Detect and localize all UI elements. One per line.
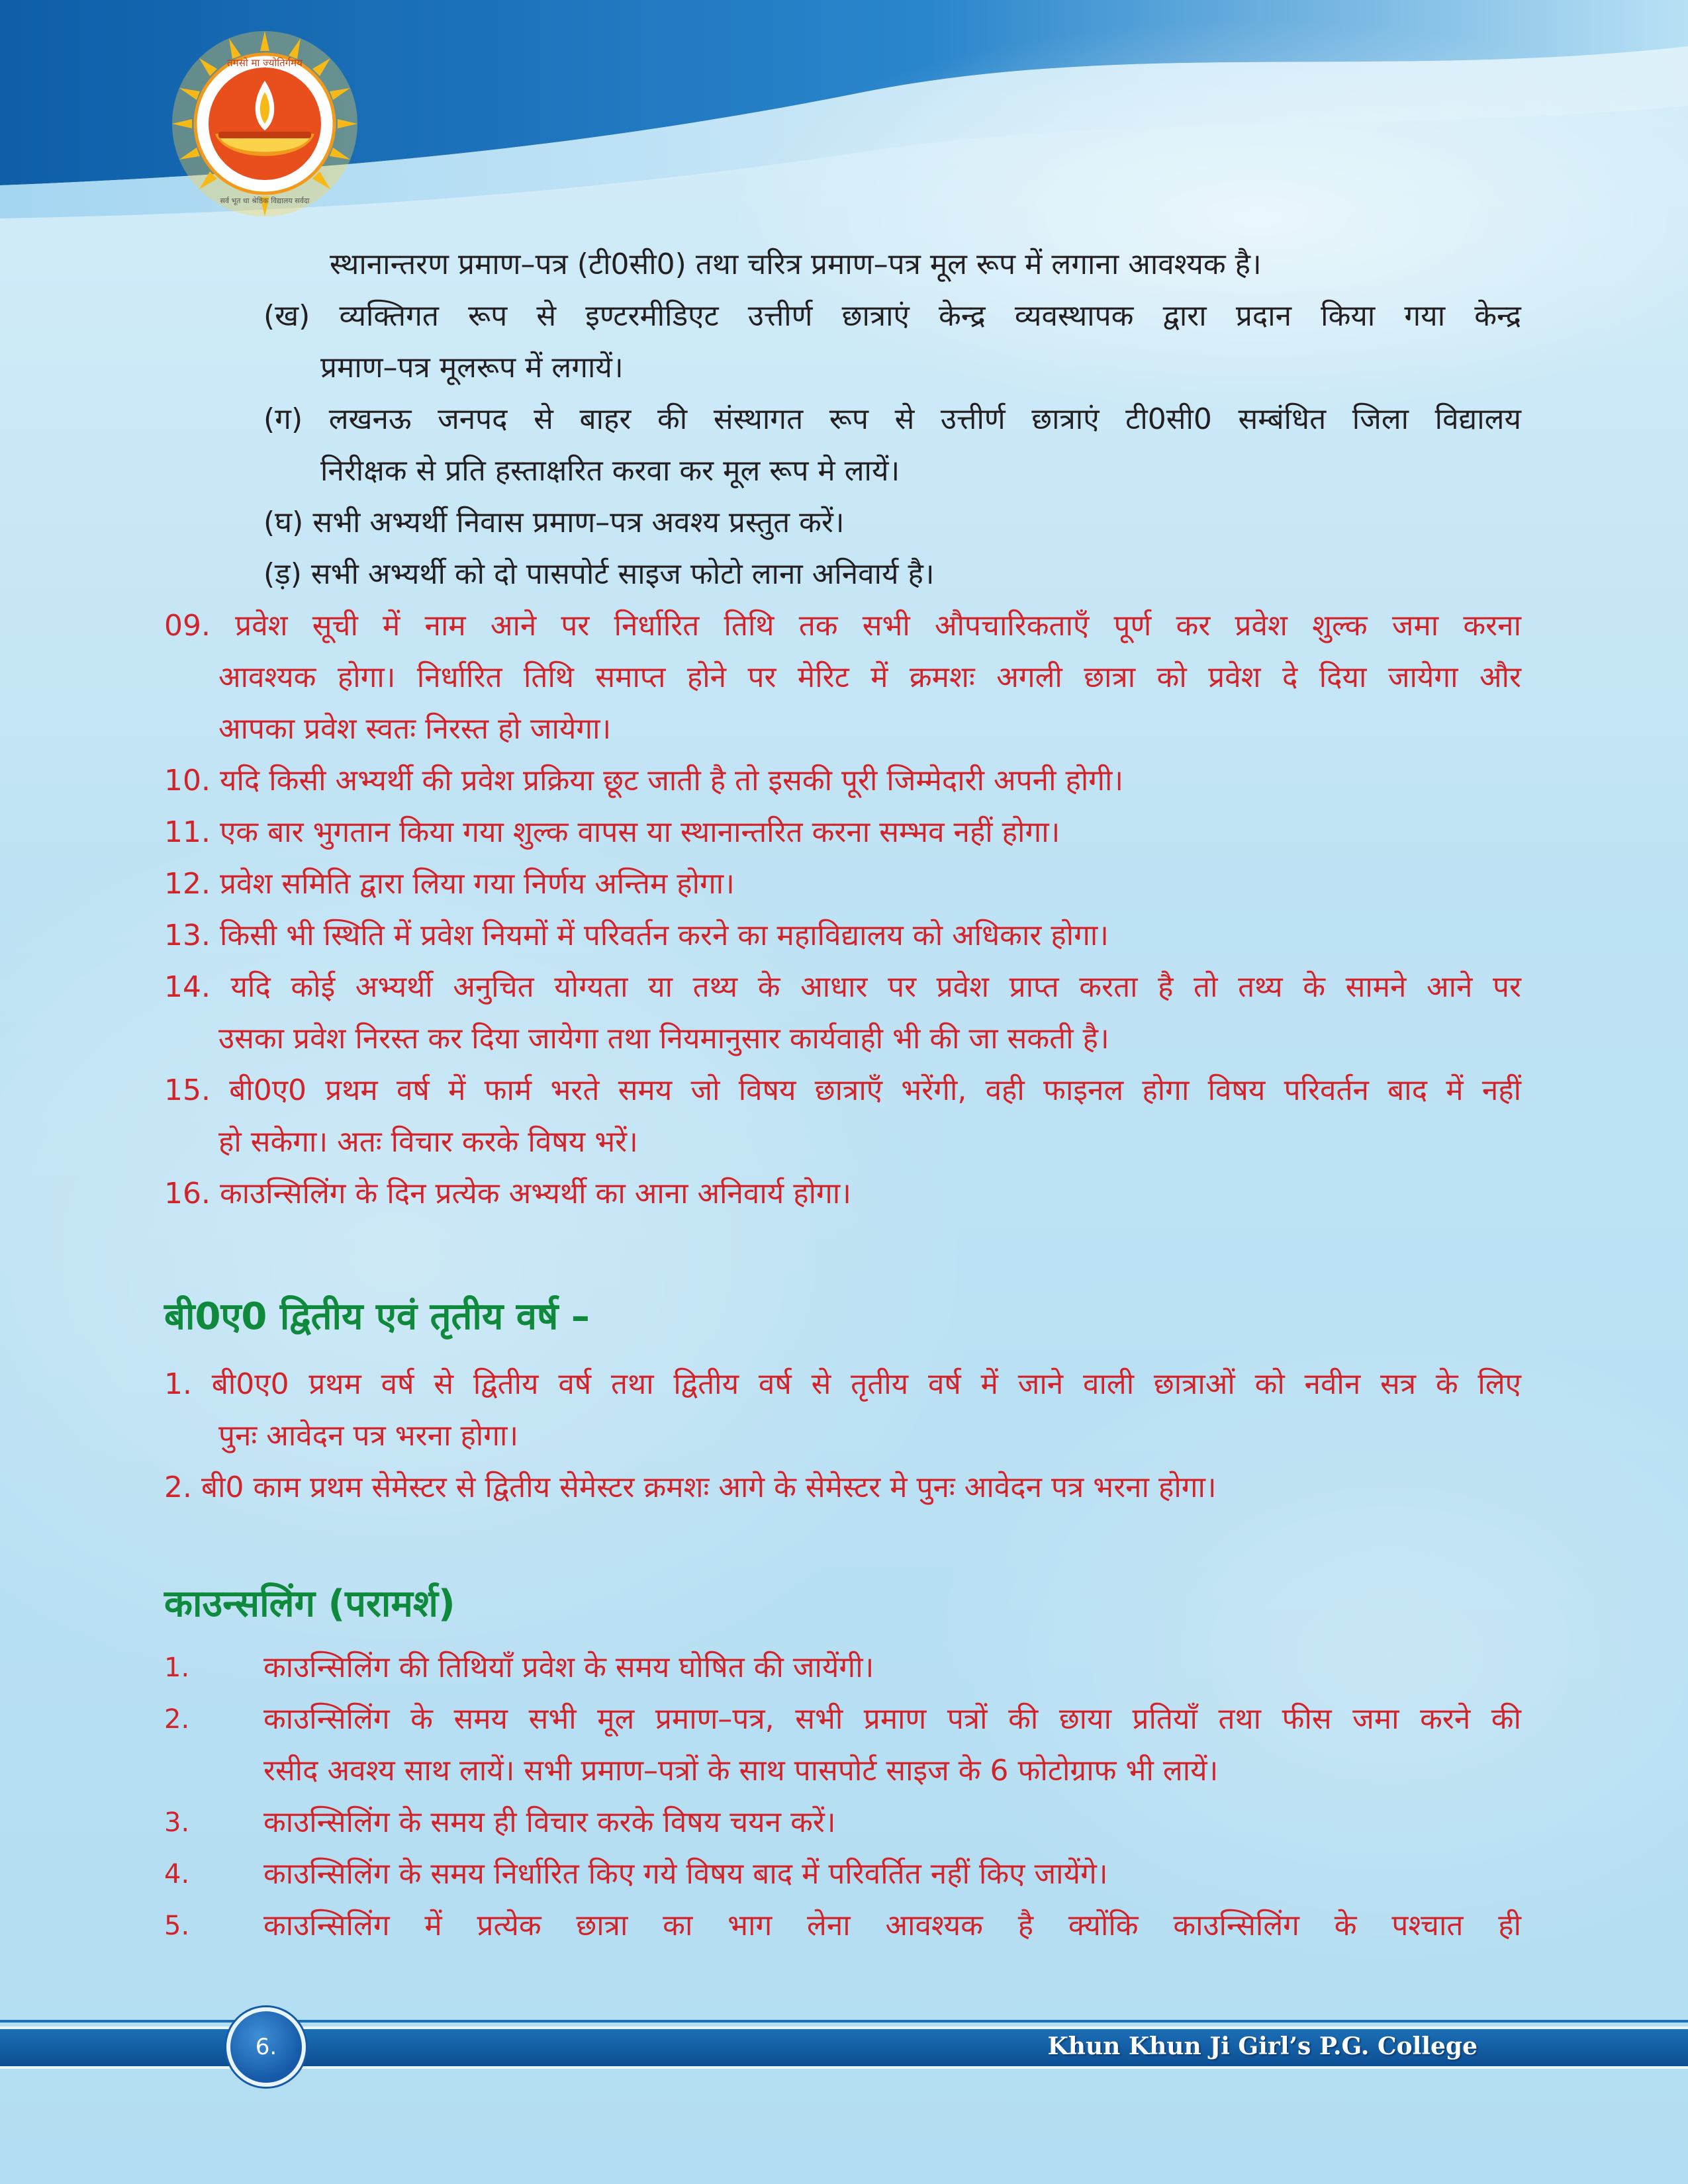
counselling-item: काउन्सिलिंग में प्रत्येक छात्रा का भाग लेना आवश्यक है क्योंकि काउन्सिलिंग के पश्चात ही [263, 1909, 1521, 1942]
counselling-item: काउन्सिलिंग के समय ही विचार करके विषय चयन करें। [263, 1805, 836, 1839]
list-number: 1. [164, 1653, 190, 1683]
rule-line: 14. यदि कोई अभ्यर्थी अनुचित योग्यता या तथ्य के आधार पर प्रवेश प्राप्त करता है तो तथ्य के सामने आने पर [164, 970, 1521, 1004]
list-number: 2. [164, 1704, 190, 1735]
intro-line: (घ) सभी अभ्यर्थी निवास प्रमाण–पत्र अवश्य प्रस्तुत करें। [263, 506, 845, 539]
counselling-item: काउन्सिलिंग के समय निर्धारित किए गये विषय बाद में परिवर्तित नहीं किए जायेंगे। [263, 1857, 1108, 1891]
intro-line: स्थानान्तरण प्रमाण–पत्र (टी0सी0) तथा चरित्र प्रमाण–पत्र मूल रूप में लगाना आवश्यक है। [330, 248, 1262, 281]
rule-line: 15. बी0ए0 प्रथम वर्ष में फार्म भरते समय जो विषय छात्राएँ भरेंगी, वही फाइनल होगा विषय परिवर्तन बाद में नहीं [164, 1073, 1521, 1107]
intro-line: निरीक्षक से प्रति हस्ताक्षरित करवा कर मूल रूप मे लायें। [320, 454, 900, 488]
section2-item: 1. बी0ए0 प्रथम वर्ष से द्वितीय वर्ष तथा द्वितीय वर्ष से तृतीय वर्ष में जाने वाली छात्राओं को नवीन सत्र के लिए [164, 1367, 1521, 1401]
section-heading: काउन्सलिंग (परामर्श) [164, 1582, 455, 1625]
intro-line: (ग) लखनऊ जनपद से बाहर की संस्थागत रूप से उत्तीर्ण छात्राएं टी0सी0 सम्बंधित जिला विद्यालय [263, 402, 1521, 436]
logo-bottom-text: सर्व भूत धा श्रेष्ठिक विद्यालय सर्वदा [220, 197, 310, 205]
counselling-item: रसीद अवश्य साथ लायें। सभी प्रमाण–पत्रों के साथ पासपोर्ट साइज के 6 फोटोग्राफ भी लायें। [263, 1754, 1219, 1788]
rule-line: उसका प्रवेश निरस्त कर दिया जायेगा तथा नियमानुसार कार्यवाही भी की जा सकती है। [218, 1022, 1109, 1056]
list-number: 4. [164, 1859, 190, 1889]
intro-line: (ख) व्यक्तिगत रूप से इण्टरमीडिएट उत्तीर्ण छात्राएं केन्द्र व्यवस्थापक द्वारा प्रदान किया गया केन्द्र [263, 299, 1521, 333]
page-number: 6. [226, 2007, 306, 2087]
section2-item: पुनः आवेदन पत्र भरना होगा। [218, 1419, 519, 1453]
intro-line: प्रमाण–पत्र मूलरूप में लगायें। [320, 351, 624, 385]
counselling-item: काउन्सिलिंग के समय सभी मूल प्रमाण–पत्र, सभी प्रमाण पत्रों की छाया प्रतियाँ तथा फीस जमा करने की [263, 1702, 1521, 1736]
college-name: Khun Khun Ji Girl’s P.G. College [1047, 2032, 1477, 2060]
rule-line: 13. किसी भी स्थिति में प्रवेश नियमों में परिवर्तन करने का महाविद्यालय को अधिकार होगा। [164, 919, 1109, 952]
counselling-item: काउन्सिलिंग की तिथियाँ प्रवेश के समय घोषित की जायेंगी। [263, 1651, 874, 1684]
college-logo [169, 28, 361, 220]
section2-item: 2. बी0 काम प्रथम सेमेस्टर से द्वितीय सेमेस्टर क्रमशः आगे के सेमेस्टर मे पुनः आवेदन पत्र भरना होगा। [164, 1471, 1217, 1504]
rule-line: 09. प्रवेश सूची में नाम आने पर निर्धारित तिथि तक सभी औपचारिकताएँ पूर्ण कर प्रवेश शुल्क जमा करना [164, 609, 1521, 643]
section-heading: बी0ए0 द्वितीय एवं तृतीय वर्ष – [164, 1295, 590, 1338]
list-number: 3. [164, 1807, 190, 1838]
rule-line: 10. यदि किसी अभ्यर्थी की प्रवेश प्रक्रिया छूट जाती है तो इसकी पूरी जिम्मेदारी अपनी होगी। [164, 764, 1124, 797]
rule-line: 12. प्रवेश समिति द्वारा लिया गया निर्णय अन्तिम होगा। [164, 867, 735, 901]
rule-line: हो सकेगा। अतः विचार करके विषय भरें। [218, 1125, 638, 1159]
rule-line: आपका प्रवेश स्वतः निरस्त हो जायेगा। [218, 712, 612, 746]
rule-line: आवश्यक होगा। निर्धारित तिथि समाप्त होने पर मेरिट में क्रमशः अगली छात्रा को प्रवेश दे दिया जायेगा और [218, 660, 1521, 694]
logo-top-text: तमसो मा ज्योतिर्गमय [227, 57, 303, 69]
list-number: 5. [164, 1911, 190, 1941]
rule-line: 16. काउन्सिलिंग के दिन प्रत्येक अभ्यर्थी का आना अनिवार्य होगा। [164, 1177, 851, 1210]
intro-line: (ड़) सभी अभ्यर्थी को दो पासपोर्ट साइज फोटो लाना अनिवार्य है। [263, 557, 935, 591]
rule-line: 11. एक बार भुगतान किया गया शुल्क वापस या स्थानान्तरित करना सम्भव नहीं होगा। [164, 815, 1060, 849]
